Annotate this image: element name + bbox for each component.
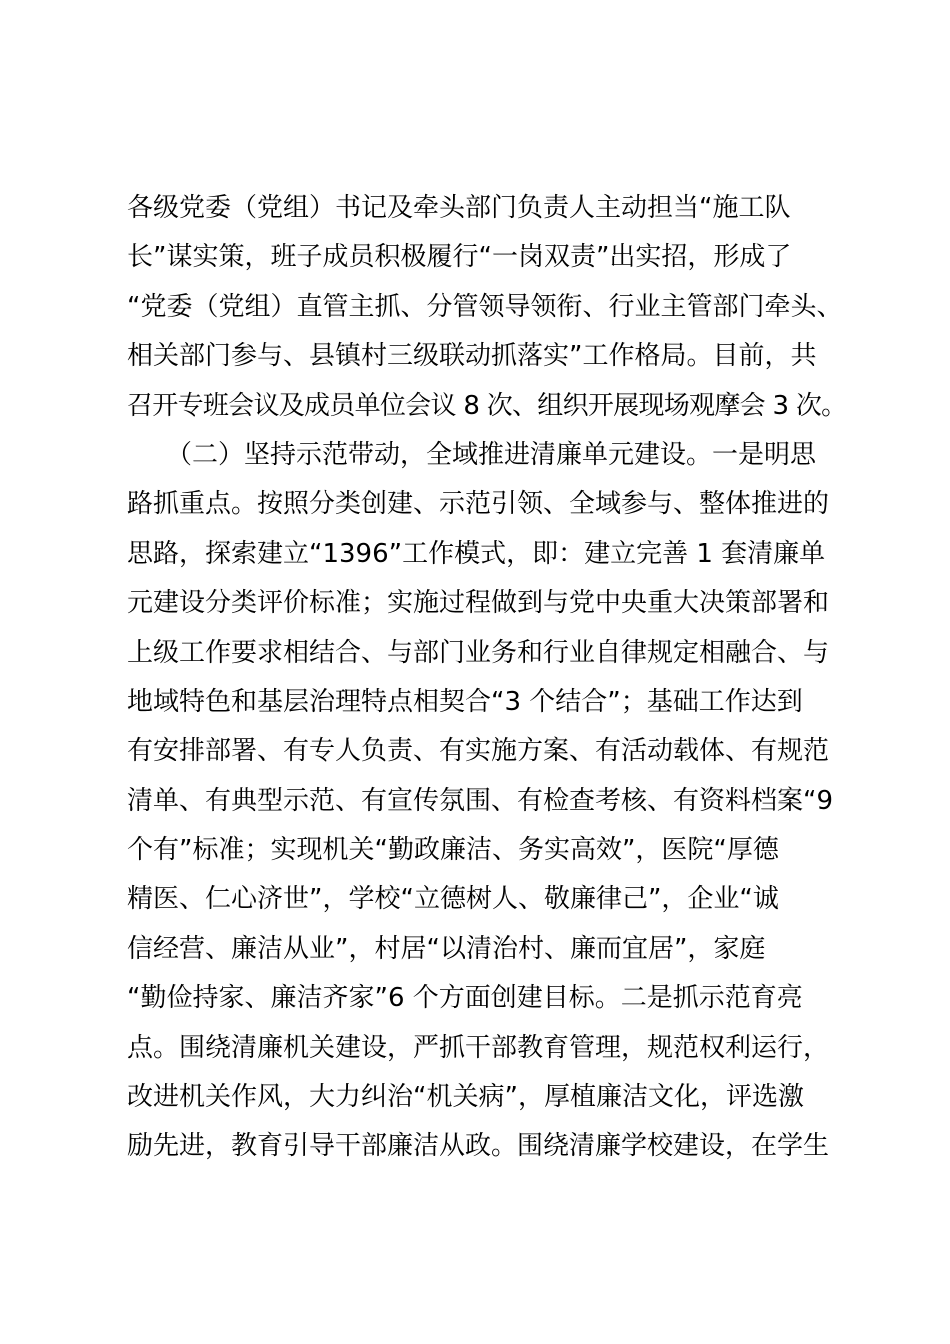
text-line: 个有”标准；实现机关“勤政廉洁、务实高效”，医院“厚德 (127, 835, 779, 866)
text-line: 信经营、廉洁从业”，村居“以清治村、廉而宜居”，家庭 (127, 933, 766, 964)
text-line: 思路，探索建立“1396”工作模式，即：建立完善 1 套清廉单 (127, 538, 826, 569)
text-line: 各级党委（党组）书记及牵头部门负责人主动担当“施工队 (127, 193, 791, 223)
text-line: 召开专班会议及成员单位会议 8 次、组织开展现场观摩会 3 次。 (127, 390, 847, 421)
text-line: 元建设分类评价标准；实施过程做到与党中央重大决策部署和 (127, 588, 830, 619)
text-line: 地域特色和基层治理特点相契合“3 个结合”；基础工作达到 (127, 686, 803, 717)
text-line: 励先进，教育引导干部廉洁从政。围绕清廉学校建设，在学生 (127, 1131, 830, 1162)
section-heading-line: （二）坚持示范带动，全域推进清廉单元建设。一是明思 (127, 439, 817, 470)
text-line: 上级工作要求相结合、与部门业务和行业自律规定相融合、与 (127, 637, 830, 668)
text-line: 点。围绕清廉机关建设，严抓干部教育管理，规范权利运行， (127, 1032, 830, 1063)
text-line: 路抓重点。按照分类创建、示范引领、全域参与、整体推进的 (127, 489, 830, 520)
text-line: 相关部门参与、县镇村三级联动抓落实”工作格局。目前，共 (127, 341, 817, 372)
text-line: 有安排部署、有专人负责、有实施方案、有活动载体、有规范 (127, 736, 830, 767)
text-line: 改进机关作风，大力纠治“机关病”，厚植廉洁文化，评选激 (127, 1082, 804, 1113)
text-line: “勤俭持家、廉洁齐家”6 个方面创建目标。二是抓示范育亮 (127, 983, 803, 1014)
text-line: 精医、仁心济世”，学校“立德树人、敬廉律己”，企业“诚 (127, 884, 779, 915)
text-line: “党委（党组）直管主抓、分管领导领衔、行业主管部门牵头、 (127, 291, 843, 322)
text-line: 长”谋实策，班子成员积极履行“一岗双责”出实招，形成了 (127, 242, 792, 273)
body-text (127, 184, 847, 1172)
text-line: 清单、有典型示范、有宣传氛围、有检查考核、有资料档案“9 (127, 785, 834, 816)
